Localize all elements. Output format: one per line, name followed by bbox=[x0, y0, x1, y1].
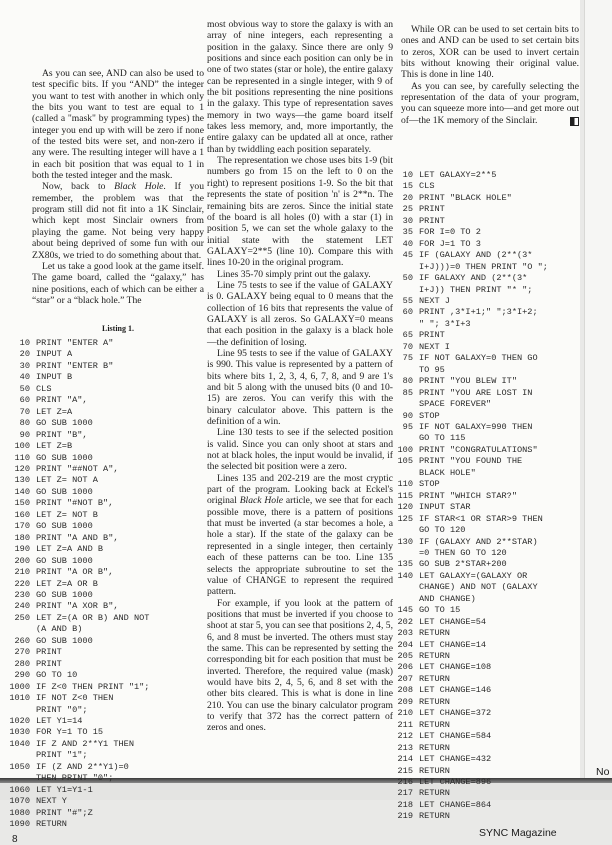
code-line bbox=[4, 739, 149, 750]
code-text: LET CHANGE=864 bbox=[419, 799, 492, 810]
code-text: PRINT "#NOT B", bbox=[36, 498, 114, 509]
code-text: IF NOT Z<0 THEN bbox=[36, 693, 114, 704]
code-text: RETURN bbox=[419, 719, 450, 730]
code-text: STOP bbox=[419, 410, 440, 421]
code-text: FOR Y=1 TO 15 bbox=[36, 727, 104, 738]
code-line bbox=[389, 204, 548, 215]
code-text: NEXT J bbox=[419, 295, 450, 306]
code-line bbox=[4, 579, 149, 590]
code-text: PRINT "BLACK HOLE" bbox=[419, 192, 512, 203]
code-text: PRINT bbox=[419, 330, 445, 341]
code-line bbox=[4, 372, 149, 383]
line-number: 200 bbox=[14, 555, 30, 566]
column-2 bbox=[207, 19, 393, 734]
code-text: RETURN bbox=[419, 742, 450, 753]
code-line bbox=[4, 464, 149, 475]
code-text: LET Z=(A OR B) AND NOT bbox=[36, 612, 150, 623]
page-number: 8 bbox=[12, 834, 18, 845]
code-line bbox=[4, 647, 149, 658]
code-line bbox=[4, 544, 149, 555]
code-text: LET Z=B bbox=[36, 441, 73, 452]
code-text: PRINT bbox=[36, 658, 62, 669]
code-text: PRINT "A", bbox=[36, 395, 88, 406]
code-text: FOR I=0 TO 2 bbox=[419, 227, 481, 238]
code-line bbox=[389, 502, 548, 513]
code-text: LET Z=A OR B bbox=[36, 578, 98, 589]
code-text: STOP bbox=[419, 479, 440, 490]
code-text: PRINT bbox=[36, 647, 62, 658]
line-number: 20 bbox=[19, 349, 30, 360]
code-line bbox=[389, 697, 548, 708]
line-number: 213 bbox=[397, 742, 413, 753]
code-text: GO SUB 1000 bbox=[36, 486, 93, 497]
line-number: 206 bbox=[397, 662, 413, 673]
line-number: 70 bbox=[402, 341, 413, 352]
line-number: 70 bbox=[19, 406, 30, 417]
line-number: 1090 bbox=[9, 819, 30, 830]
line-number: 203 bbox=[397, 628, 413, 639]
line-number: 130 bbox=[397, 536, 413, 547]
code-line bbox=[4, 475, 149, 486]
line-number: 1080 bbox=[9, 807, 30, 818]
code-text: PRINT "CONGRATULATIONS" bbox=[419, 444, 538, 455]
code-text: LET Z= NOT B bbox=[36, 509, 98, 520]
article-title-ref: Black Hole bbox=[239, 495, 284, 507]
code-line bbox=[389, 193, 548, 204]
line-number: 210 bbox=[397, 708, 413, 719]
paragraph: As you can see, AND can also be used to test specific bits. If you “AND” the integer you want to test with another in which only the bits you want to test are equal to 1 (called a "mask" by programming types) the integer you end up with will be zero if none of the tested bits were set, and non-zero if any were. The resulting integer will have a 1 in each bit position that was equal to 1 in both the tested integer and the mask. bbox=[32, 68, 204, 182]
code-text: PRINT "YOU FOUND THE bbox=[419, 456, 523, 467]
line-number: 35 bbox=[402, 227, 413, 238]
code-text: RETURN bbox=[419, 673, 450, 684]
code-text: IF STAR<1 OR STAR>9 THEN bbox=[419, 513, 543, 524]
code-line bbox=[389, 342, 548, 353]
code-text: IF GALAXY AND (2**(3* bbox=[419, 273, 528, 284]
code-listing-2 bbox=[389, 170, 548, 823]
line-number: 212 bbox=[397, 731, 413, 742]
line-number: 170 bbox=[14, 521, 30, 532]
line-number: 80 bbox=[19, 418, 30, 429]
code-line bbox=[389, 388, 548, 399]
paragraph: most obvious way to store the galaxy is with an array of nine integers, each representing a position in the galaxy. Since there are only 9 positions and since each position can only be in one of two states (star or hole), the entire galaxy can be represented in a single integer, with 9 of the bit positions representing the nine positions in the galaxy. This type of representation saves memory in two ways—the game board itself takes less memory, and, more importantly, the entire galaxy can be updated all at once, rather than by twiddling each position separately. bbox=[207, 19, 393, 155]
code-line bbox=[389, 617, 548, 628]
code-text: LET CHANGE=372 bbox=[419, 708, 492, 719]
code-text: LET CHANGE=896 bbox=[419, 777, 492, 788]
line-number: 214 bbox=[397, 754, 413, 765]
code-listing-1 bbox=[4, 338, 149, 830]
code-line bbox=[4, 796, 149, 807]
code-line bbox=[389, 445, 548, 456]
end-of-article-icon bbox=[570, 117, 579, 126]
line-number: 1060 bbox=[9, 784, 30, 795]
code-line bbox=[389, 330, 548, 341]
code-line bbox=[4, 762, 149, 773]
code-text: GO SUB 1000 bbox=[36, 555, 93, 566]
line-number: 100 bbox=[397, 444, 413, 455]
code-line bbox=[389, 800, 548, 811]
line-number: 1030 bbox=[9, 727, 30, 738]
code-text: LET Z=A AND B bbox=[36, 544, 104, 555]
line-number: 30 bbox=[19, 360, 30, 371]
code-line bbox=[4, 819, 149, 830]
line-number: 205 bbox=[397, 651, 413, 662]
line-number: 207 bbox=[397, 673, 413, 684]
code-text: NEXT I bbox=[419, 341, 450, 352]
code-text: LET CHANGE=146 bbox=[419, 685, 492, 696]
code-line bbox=[389, 296, 548, 307]
code-line bbox=[389, 708, 548, 719]
code-line bbox=[389, 605, 548, 616]
code-continuation: CHANGE) AND NOT (GALAXY bbox=[419, 582, 538, 593]
code-line bbox=[4, 808, 149, 819]
code-text: LET CHANGE=584 bbox=[419, 731, 492, 742]
facing-page-text: No bbox=[596, 766, 610, 778]
line-number: 217 bbox=[397, 788, 413, 799]
line-number: 270 bbox=[14, 647, 30, 658]
line-number: 218 bbox=[397, 799, 413, 810]
code-line bbox=[389, 720, 548, 731]
code-text: GO SUB 1000 bbox=[36, 418, 93, 429]
code-line bbox=[389, 514, 548, 525]
code-text: NEXT Y bbox=[36, 796, 67, 807]
code-line bbox=[389, 731, 548, 742]
code-text: GO TO 10 bbox=[36, 670, 78, 681]
line-number: 15 bbox=[402, 181, 413, 192]
line-number: 65 bbox=[402, 330, 413, 341]
code-line bbox=[4, 682, 149, 693]
code-line bbox=[389, 811, 548, 822]
paragraph: Lines 135 and 202-219 are the most cryptic part of the program. Looking back at Eckel's original Black Hole article, we see that for each possible move, there is a pattern of positions that must be inverted (a star becomes a hole, a hole a star). If the state of the galaxy can be represented in a single integer, then certainly each of these patterns can be too. Line 135 selects the appropriate subroutine to set the value of CHANGE to represent the required pattern. bbox=[207, 472, 393, 598]
line-number: 180 bbox=[14, 532, 30, 543]
line-number: 50 bbox=[402, 273, 413, 284]
code-line bbox=[389, 651, 548, 662]
code-text: IF (GALAXY AND 2**STAR) bbox=[419, 536, 538, 547]
line-number: 105 bbox=[397, 456, 413, 467]
code-text: IF Z<0 THEN PRINT "1"; bbox=[36, 681, 150, 692]
line-number: 135 bbox=[397, 559, 413, 570]
code-continuation: (A AND B) bbox=[36, 624, 83, 635]
magazine-name: SYNC Magazine bbox=[479, 826, 557, 839]
code-continuation: THEN PRINT "0"; bbox=[36, 773, 114, 784]
code-text: PRINT "A OR B", bbox=[36, 567, 114, 578]
code-text: LET CHANGE=432 bbox=[419, 754, 492, 765]
code-line bbox=[389, 216, 548, 227]
code-line bbox=[4, 453, 149, 464]
line-number: 90 bbox=[19, 429, 30, 440]
line-number: 55 bbox=[402, 295, 413, 306]
code-text: LET GALAXY=2**5 bbox=[419, 170, 497, 180]
paragraph: As you can see, by carefully selecting the representation of the data of your program, you can squeeze more into—and get more out of—the 1K memory of the Sinclair. bbox=[401, 80, 579, 126]
line-number: 60 bbox=[402, 307, 413, 318]
code-text: INPUT A bbox=[36, 349, 73, 360]
paragraph: While OR can be used to set certain bits to ones and AND can be used to set certain bits to zeros, XOR can be used to invert certain bits without knowing their original value. This is done in line 140. bbox=[401, 24, 579, 81]
code-line bbox=[389, 273, 548, 284]
code-text: IF NOT GALAXY=0 THEN GO bbox=[419, 353, 538, 364]
line-number: 219 bbox=[397, 811, 413, 822]
line-number: 216 bbox=[397, 777, 413, 788]
code-text: RETURN bbox=[419, 811, 450, 822]
code-text: PRINT "ENTER B" bbox=[36, 360, 114, 371]
code-text: IF NOT GALAXY=990 THEN bbox=[419, 421, 533, 432]
line-number: 110 bbox=[14, 452, 30, 463]
code-text: INPUT STAR bbox=[419, 502, 471, 513]
code-line bbox=[389, 674, 548, 685]
code-continuation: I+J)))=0 THEN PRINT "O "; bbox=[419, 261, 548, 272]
code-line bbox=[389, 788, 548, 799]
code-line bbox=[389, 376, 548, 387]
code-text: LET CHANGE=108 bbox=[419, 662, 492, 673]
line-number: 100 bbox=[14, 441, 30, 452]
line-number: 211 bbox=[397, 719, 413, 730]
paragraph: Lines 35-70 simply print out the galaxy. bbox=[217, 268, 371, 280]
line-number: 290 bbox=[14, 670, 30, 681]
line-number: 250 bbox=[14, 612, 30, 623]
line-number: 1070 bbox=[9, 796, 30, 807]
line-number: 1010 bbox=[9, 693, 30, 704]
code-line bbox=[4, 487, 149, 498]
line-number: 110 bbox=[397, 479, 413, 490]
code-line bbox=[4, 613, 149, 624]
line-number: 209 bbox=[397, 696, 413, 707]
line-number: 230 bbox=[14, 589, 30, 600]
code-line bbox=[4, 384, 149, 395]
line-number: 125 bbox=[397, 513, 413, 524]
facing-page-edge bbox=[584, 0, 612, 780]
code-line bbox=[389, 422, 548, 433]
code-line bbox=[4, 785, 149, 796]
line-number: 1000 bbox=[9, 681, 30, 692]
code-text: LET Y1=Y1-1 bbox=[36, 784, 93, 795]
paragraph: Line 130 tests to see if the selected position is valid. Since you can only shoot at stars and not at black holes, the input would be invalid, if the selected bit position were a zero. bbox=[207, 427, 393, 473]
line-number: 50 bbox=[19, 383, 30, 394]
line-number: 115 bbox=[397, 490, 413, 501]
code-line bbox=[4, 601, 149, 612]
line-number: 204 bbox=[397, 639, 413, 650]
line-number: 215 bbox=[397, 765, 413, 776]
code-continuation: I+J)) THEN PRINT "* "; bbox=[419, 284, 533, 295]
code-continuation: GO TO 115 bbox=[419, 433, 466, 444]
code-line bbox=[389, 628, 548, 639]
code-text: LET GALAXY=(GALAXY OR bbox=[419, 570, 528, 581]
code-text: PRINT bbox=[419, 204, 445, 215]
code-text: IF Z AND 2**Y1 THEN bbox=[36, 738, 134, 749]
code-text: PRINT ,3*I+1;" ";3*I+2; bbox=[419, 307, 538, 318]
code-continuation: AND CHANGE) bbox=[419, 593, 476, 604]
code-text: RETURN bbox=[36, 819, 67, 830]
code-text: PRINT "YOU ARE LOST IN bbox=[419, 387, 533, 398]
code-text: CLS bbox=[419, 181, 435, 192]
code-line bbox=[389, 307, 548, 318]
code-text: PRINT "ENTER A" bbox=[36, 338, 114, 348]
paragraph: The representation we chose uses bits 1-9 (bit numbers go from 15 on the left to 0 on the right) to represent positions 1-9. So the bit that represents the state of position 'n' is 2**n. The remaining bits are zeros. Since the initial state of the board is all holes (0) with a star (1) in position 5, we can set the whole galaxy to the initial state with the statement LET GALAXY=2**5 (line 10). Compare this with lines 10-20 in the original program. bbox=[207, 155, 393, 269]
code-line bbox=[4, 567, 149, 578]
code-text: PRINT bbox=[419, 215, 445, 226]
line-number: 90 bbox=[402, 410, 413, 421]
code-text: LET Z=A bbox=[36, 406, 73, 417]
code-text: RETURN bbox=[419, 788, 450, 799]
line-number: 190 bbox=[14, 544, 30, 555]
code-line bbox=[4, 349, 149, 360]
code-line bbox=[389, 491, 548, 502]
code-line bbox=[4, 510, 149, 521]
code-line bbox=[389, 239, 548, 250]
line-number: 208 bbox=[397, 685, 413, 696]
code-text: GO SUB 2*STAR+200 bbox=[419, 559, 507, 570]
code-line bbox=[389, 754, 548, 765]
code-continuation: SPACE FOREVER" bbox=[419, 399, 492, 410]
line-number: 10 bbox=[402, 170, 413, 180]
code-line bbox=[389, 456, 548, 467]
code-line bbox=[4, 418, 149, 429]
line-number: 85 bbox=[402, 387, 413, 398]
code-text: IF (Z AND 2**Y1)=0 bbox=[36, 761, 129, 772]
code-line bbox=[389, 479, 548, 490]
line-number: 1020 bbox=[9, 715, 30, 726]
code-line bbox=[4, 361, 149, 372]
line-number: 145 bbox=[397, 605, 413, 616]
article-title-ref: Black Hole bbox=[114, 181, 164, 193]
line-number: 20 bbox=[402, 192, 413, 203]
code-line bbox=[389, 353, 548, 364]
line-number: 280 bbox=[14, 658, 30, 669]
line-number: 130 bbox=[14, 475, 30, 486]
line-number: 240 bbox=[14, 601, 30, 612]
code-line bbox=[4, 533, 149, 544]
line-number: 40 bbox=[402, 238, 413, 249]
line-number: 60 bbox=[19, 395, 30, 406]
line-number: 10 bbox=[19, 338, 30, 348]
code-line bbox=[389, 571, 548, 582]
code-continuation: BLACK HOLE" bbox=[419, 467, 476, 478]
line-number: 75 bbox=[402, 353, 413, 364]
code-text: PRINT "WHICH STAR?" bbox=[419, 490, 517, 501]
code-continuation: " "; 3*I+3 bbox=[419, 318, 471, 329]
line-number: 210 bbox=[14, 567, 30, 578]
code-line bbox=[4, 395, 149, 406]
code-text: PRINT "A AND B", bbox=[36, 532, 119, 543]
code-line bbox=[4, 407, 149, 418]
line-number: 1050 bbox=[9, 761, 30, 772]
code-line bbox=[389, 411, 548, 422]
code-continuation: TO 95 bbox=[419, 364, 445, 375]
code-text: IF (GALAXY AND (2**(3* bbox=[419, 250, 533, 261]
line-number: 25 bbox=[402, 204, 413, 215]
line-number: 140 bbox=[14, 486, 30, 497]
line-number: 1040 bbox=[9, 738, 30, 749]
listing-title: Listing 1. bbox=[101, 324, 134, 333]
code-line bbox=[389, 537, 548, 548]
line-number: 120 bbox=[397, 502, 413, 513]
code-line bbox=[4, 693, 149, 704]
code-line bbox=[4, 727, 149, 738]
line-number: 140 bbox=[397, 570, 413, 581]
code-line bbox=[4, 716, 149, 727]
code-text: LET CHANGE=14 bbox=[419, 639, 487, 650]
code-text: INPUT B bbox=[36, 372, 73, 383]
code-text: RETURN bbox=[419, 696, 450, 707]
code-text: PRINT "B", bbox=[36, 429, 88, 440]
line-number: 80 bbox=[402, 376, 413, 387]
line-number: 150 bbox=[14, 498, 30, 509]
line-number: 120 bbox=[14, 463, 30, 474]
code-text: LET Y1=14 bbox=[36, 715, 83, 726]
code-line bbox=[389, 559, 548, 570]
code-text: RETURN bbox=[419, 765, 450, 776]
code-line bbox=[389, 685, 548, 696]
code-line bbox=[389, 777, 548, 788]
code-text: GO SUB 1000 bbox=[36, 521, 93, 532]
code-text: FOR J=1 TO 3 bbox=[419, 238, 481, 249]
code-continuation: PRINT "1"; bbox=[36, 750, 88, 761]
code-continuation: GO TO 120 bbox=[419, 525, 466, 536]
column-3 bbox=[401, 24, 579, 126]
paragraph: Line 95 tests to see if the value of GALAXY is 990. This value is represented by a pattern of bits where bits 1, 2, 3, 4, 6, 7, 8, and 9 are 1's and bit 5 along with the unused bits (0 and 10-15) are zeros. You can verify this with the binary calculator above. This pattern is the definition of a win. bbox=[207, 347, 393, 428]
code-text: GO SUB 1000 bbox=[36, 635, 93, 646]
code-text: PRINT "YOU BLEW IT" bbox=[419, 376, 517, 387]
code-text: PRINT "#";Z bbox=[36, 807, 93, 818]
code-text: RETURN bbox=[419, 651, 450, 662]
code-line bbox=[389, 743, 548, 754]
code-line bbox=[4, 590, 149, 601]
code-continuation: =0 THEN GO TO 120 bbox=[419, 547, 507, 558]
line-number: 260 bbox=[14, 635, 30, 646]
code-line bbox=[389, 250, 548, 261]
code-line bbox=[389, 227, 548, 238]
code-line bbox=[4, 659, 149, 670]
line-number: 220 bbox=[14, 578, 30, 589]
line-number: 95 bbox=[402, 421, 413, 432]
code-line bbox=[389, 170, 548, 181]
code-text: LET CHANGE=54 bbox=[419, 616, 487, 627]
line-number: 30 bbox=[402, 215, 413, 226]
code-line bbox=[4, 430, 149, 441]
code-text: PRINT "A XOR B", bbox=[36, 601, 119, 612]
paragraph: Let us take a good look at the game itself. The game board, called the “galaxy,” has nine positions, each of which can be either a “star” or a “black hole.” The bbox=[32, 260, 204, 306]
code-text: GO SUB 1000 bbox=[36, 452, 93, 463]
line-number: 202 bbox=[397, 616, 413, 627]
code-text: CLS bbox=[36, 383, 52, 394]
code-line bbox=[389, 181, 548, 192]
line-number: 160 bbox=[14, 509, 30, 520]
code-continuation: PRINT "0"; bbox=[36, 704, 88, 715]
paragraph: Line 75 tests to see if the value of GALAXY is 0. GALAXY being equal to 0 means that the collection of 16 bits that represents the value of GALAXY is all zeros. So GALAXY=0 means that each position in the galaxy is a black hole—the definition of losing. bbox=[207, 279, 393, 348]
code-text: GO TO 15 bbox=[419, 605, 461, 616]
code-line bbox=[4, 441, 149, 452]
code-text: PRINT "##NOT A", bbox=[36, 463, 119, 474]
column-1 bbox=[32, 68, 204, 306]
line-number: 45 bbox=[402, 250, 413, 261]
code-line bbox=[4, 521, 149, 532]
line-number: 40 bbox=[19, 372, 30, 383]
paragraph: Now, back to Black Hole. If you remember, the problem was that the program still did not fit into a 1K Sinclair, which kept most Sinclair owners from playing the game. Not being very happy about being deprived of some fun with our ZX80s, we tried to do something about that. bbox=[32, 181, 205, 261]
code-line bbox=[389, 640, 548, 651]
code-line bbox=[4, 670, 149, 681]
code-line bbox=[4, 636, 149, 647]
code-text: RETURN bbox=[419, 628, 450, 639]
code-line bbox=[389, 662, 548, 673]
paragraph: For example, if you look at the pattern of positions that must be inverted if you choose to shoot at star 5, you can see that positions 2, 4, 5, 6, and 8 must be inverted. The others must stay the same. This can be represented by setting the corresponding bit for each position that must be inverted. Therefore, the required value (mask) would have bits 2, 4, 5, 6, and 8 set with the other bits cleared. This is what is done in line 210. You can use the binary calculator program to verify that 372 has the correct pattern of zeros and ones. bbox=[207, 597, 393, 734]
code-line bbox=[4, 338, 149, 349]
code-line bbox=[4, 498, 149, 509]
code-line bbox=[389, 766, 548, 777]
code-text: LET Z= NOT A bbox=[36, 475, 98, 486]
code-text: GO SUB 1000 bbox=[36, 589, 93, 600]
code-line bbox=[4, 556, 149, 567]
